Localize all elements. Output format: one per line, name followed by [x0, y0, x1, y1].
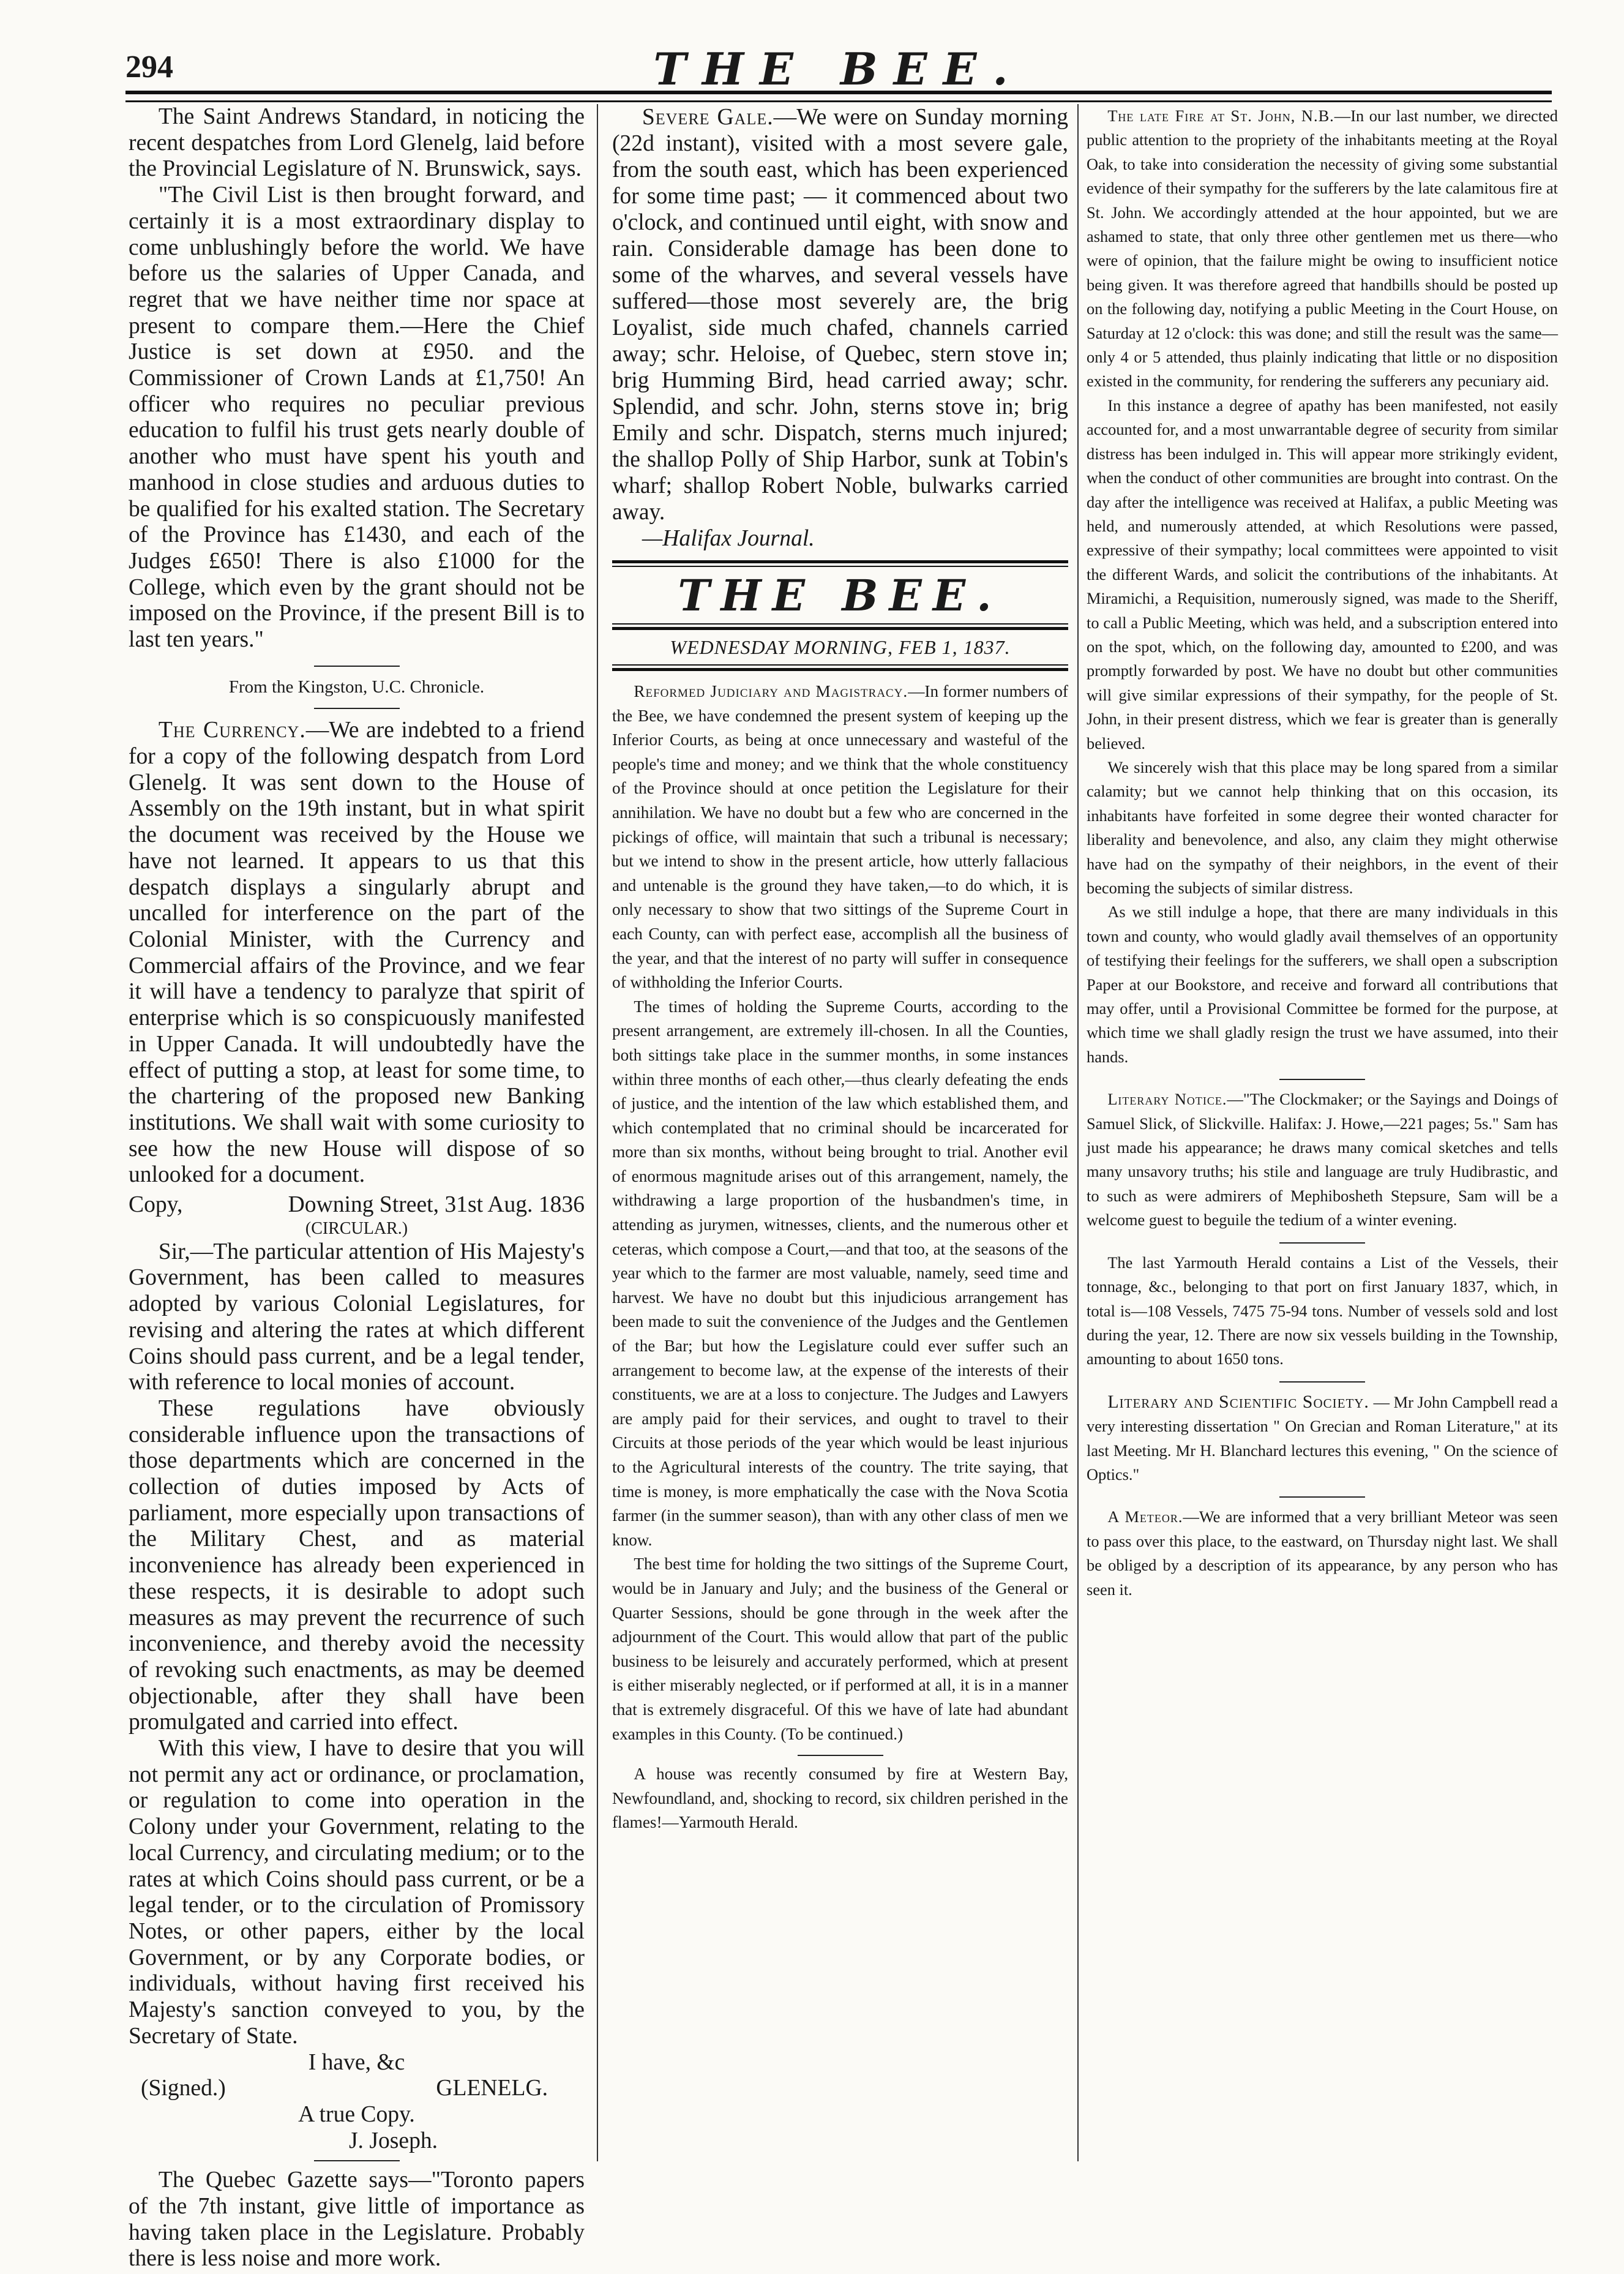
separator [1279, 1381, 1365, 1383]
fire-p4: As we still indulge a hope, that there are many individuals in this town and county, who would gladly avail themselves of an opportunity of testifying their feelings for the sufferers, we shall open a subscription Paper at our Bookstore, and receive and forward all contributions that may offer, until a Provisional Committee be formed for the purpose, at which time we shall gladly resign the trust we have assumed, into their hands. [1087, 902, 1558, 1066]
separator [798, 1755, 883, 1756]
gale-heading: Severe Gale. [642, 105, 774, 130]
signed-label: (Signed.) [141, 2076, 226, 2101]
society-heading: Literary and Scientific Society. [1107, 1391, 1369, 1412]
fire-p3: We sincerely wish that this place may be long spared from a similar calamity; but we cannot help thinking that on this occasion, its inhabitants have forfeited in some degree their wonted character for liberality and benevolence, and also, any claim they might otherwise have had on the sympathy of their neighbors, in the event of their becoming the subjects of similar distress. [1087, 757, 1558, 897]
copy-clerk: J. Joseph. [348, 2128, 438, 2153]
literary-body: —"The Clockmaker; or the Sayings and Doings of Samuel Slick, of Slickville. Halifax: J. Howe,—221 pages; 5s." Sam has just made his appearance; he draws many comical sketches and tells many unsavory truths; his stile and language are truly Hudibrastic, and to such as were admirers of Mephibosheth Stepsure, Sam will be a welcome guest to beguile the tedium of a winter evening. [1087, 1090, 1558, 1229]
column-2 [612, 104, 1068, 2155]
judiciary-body-1: —In former numbers of the Bee, we have condemned the present system of keeping up the Inferior Courts, as being at once unnecessary and wasteful of the people's time and money; and we think that the whole constituency of the Province should at once petition the Legislature for their annihilation. We have no doubt but a few who are concerned in the pickings of office, will maintain that such a tribunal is necessary; but we intend to show in the present article, how utterly fallacious and untenable is the ground they have taken,—to do which, it is only necessary to show that two sittings of the Supreme Court in each County, can with perfect ease, accomplish all the business of the year, and that the interest of no party will suffer in consequence of withholding the Inferior Courts. [612, 682, 1068, 992]
paper-title: THE BEE. [653, 43, 1024, 95]
source-line: From the Kingston, U.C. Chronicle. [228, 677, 485, 697]
fire-body-1: —In our last number, we directed public attention to the propriety of the inhabitants meeting at the Royal Oak, to take into consideration the necessity of giving some substantial evidence of their sympathy for the sufferers by the late calamitous fire at St. John. We accordingly attended at the hour appointed, but we are ashamed to state, that only three other gentlemen met us there—who were of opinion, that the failure might be owing to insufficient notice being given. It was therefore agreed that handbills should be posted up on the following day, notifying a public Meeting in the Court House, on Saturday at 12 o'clock: this was done; and still the result was the same—only 4 or 5 attended, thus plainly indicating that little or no disposition existed in the community, for rendering the sufferers any pecuniary aid. [1087, 107, 1558, 391]
separator [1279, 1496, 1365, 1498]
standard-paragraph: The Saint Andrews Standard, in noticing the recent despatches from Lord Glenelg, laid before the Provincial Legislature of N. Brunswick, says. [129, 104, 585, 182]
copy-header [129, 1192, 585, 1218]
fire-heading: The late Fire at St. John, N.B. [1107, 107, 1334, 125]
currency-heading: The Currency. [158, 718, 306, 743]
despatch-sir: Sir,—The particular attention of His Majesty's Government, has been called to measures adopted by various Colonial Legislatures, for revising and altering the rates at which different Coins should pass current, and be a legal tender, with reference to local monies of account. [129, 1239, 585, 1395]
yarmouth-paragraph: The last Yarmouth Herald contains a List of the Vessels, their tonnage, &c., belonging to that port on first January 1837, which, in total is—108 Vessels, 7475 75-94 tons. Number of vessels sold and lost during the year, 12. There are now six vessels building in the Township, amounting to about 1650 tons. [1087, 1253, 1558, 1368]
gale-article [612, 104, 1068, 525]
copy-label: Copy, [129, 1192, 183, 1218]
page-number: 294 [125, 50, 173, 84]
meteor-body: —We are informed that a very brilliant Meteor was seen to pass over this place, to the eastward, on Thursday night last. We shall be obliged by a description of its appearance, by any person who has seen it. [1087, 1507, 1558, 1599]
judiciary-heading: Reformed Judiciary and Magistracy. [634, 682, 908, 700]
despatch-these: These regulations have obviously considerable influence upon the transactions of those departments which are concerned in the collection of duties imposed by Acts of parliament, more especially upon transactions of the Military Chest, and as material inconvenience has already been experienced in these respects, it is desirable to adopt such measures as may prevent the recurrence of such inconvenience, and thereby avoid the necessity of revoking such enactments, as may be deemed objectionable, after they shall have been promulgated and carried into effect. [129, 1395, 585, 1735]
separator [314, 708, 400, 709]
copy-address: Downing Street, 31st Aug. 1836 [288, 1192, 585, 1218]
currency-body: —We are indebted to a friend for a copy of the following despatch from Lord Glenelg. It was sent down to the House of Assembly on the 19th instant, but in what spirit the document was received by the House we have not learned. It appears to us that this despatch displays a singularly abrupt and uncalled for interference on the part of the Colonial Minister, with the Currency and Commercial affairs of the Province, and we fear it will have a tendency to paralyze that spirit of enterprise which is so conspicuously manifested in Upper Canada. It will undoubtedly have the effect of putting a stop, at least for some time, to the chartering of the proposed new Banking institutions. We shall wait with some curiosity to see how the new House will dispose of so unlooked for a document. [129, 718, 585, 1188]
despatch-with: With this view, I have to desire that you will not permit any act or ordinance, or proclamation, or regulation to come into operation in the Colony under your Government, relating to the local Currency, and circulating medium; or to the rates at which Coins should pass current, or be a legal tender, or to the circulation of Promissory Notes, or other papers, either by the local Government, or by any Corporate bodies, or individuals, without having first received his Majesty's sanction conveyed to you, by the Secretary of State. [129, 1736, 585, 2049]
separator [1279, 1079, 1365, 1080]
column-3 [1087, 104, 1558, 2174]
literary-notice [1087, 1087, 1558, 1232]
separator [314, 666, 400, 667]
gale-body: —We were on Sunday morning (22d instant), visited with a most severe gale, from the south east, which has been experienced for some time past; — it commenced about two o'clock, and continued until eight, with snow and rain. Considerable damage has been done to some of the wharves, and several vessels have suffered—those most severely are, the brig Loyalist, side much chafed, channels carried away; schr. Heloise, of Quebec, stern stove in; brig Humming Bird, head carried away; schr. Splendid, and schr. John, sterns stove in; brig Emily and schr. Dispatch, sterns much injured; the shallop Polly of Ship Harbor, sunk at Tobin's wharf; shallop Robert Noble, bulwarks carried away. [612, 105, 1068, 525]
meteor-paragraph [1087, 1505, 1558, 1602]
separator [314, 2160, 400, 2161]
currency-article [129, 718, 585, 1188]
circular-label: (CIRCULAR.) [305, 1218, 408, 1238]
house-fire-paragraph: A house was recently consumed by fire at Western Bay, Newfoundland, and, shocking to record, six children perished in the flames!—Yarmouth Herald. [612, 1765, 1068, 1832]
inner-title-rule-mid [612, 623, 1068, 630]
judiciary-p3: The best time for holding the two sittings of the Supreme Court, would be in January and July; and the business of the General or Quarter Sessions, should be gone through in the week after the adjournment of the Court. This would allow that part of the public business to be leisurely and accurately performed, which at present is either miserably neglected, or if performed at all, it is in a manner that is extremely disgraceful. Of this we have of late had abundant examples in this County. (To be continued.) [612, 1555, 1068, 1743]
dateline-rule [612, 664, 1068, 671]
fire-p2: In this instance a degree of apathy has been manifested, not easily accounted for, and a most unwarrantable degree of security from similar distress has been indulged in. This will appear more strikingly evident, when the conduct of other communities are brought into contrast. On the day after the intelligence was received at Halifax, a public Meeting was held, and numerously attended, at which Resolutions were passed, expressive of their sympathy; local committees were appointed to visit the different Wards, and solicit the contributions of the inhabitants. At Miramichi, a Requisition, numerously signed, was made to the Sheriff, to call a Public Meeting, which was held, and a subscription entered into on the spot, which, on the following day, amounted to £200, and was promptly forwarded by post. We have no doubt but other communities will give similar expressions of their sympathy, for the people of St. John, in their present distress, which we fear is greater than is generally believed. [1087, 396, 1558, 752]
judiciary-p1 [612, 680, 1068, 995]
column-divider-1 [597, 104, 598, 2161]
column-1 [129, 104, 585, 2272]
quebec-gazette-paragraph: The Quebec Gazette says—"Toronto papers of the 7th instant, give little of importance as having taken place in the Legislature. Probably there is less noise and more work. [129, 2167, 585, 2272]
judiciary-p2: The times of holding the Supreme Courts, according to the present arrangement, are extremely ill-chosen. In all the Counties, both sittings take place in the summer months, in some instances within three months of each other,—thus clearly defeating the ends of justice, and the intention of the law which established them, and which contemplated that no criminal should be incarcerated for more than six months, without being brought to trial. Another evil of enormous magnitude arises out of this arrangement, namely, the withdrawing a large proportion of the husbandmen's time, in attending as jurymen, witnesses, clients, and the numerous other et ceteras, which compose a Court,—and that too, at the seasons of the year which to the farmer are most valuable, namely, seed time and harvest. We have no doubt but this injudicious arrangement has been made to suit the convenience of the Judges and the Gentlemen of the Bar; but how the Legislature could ever suffer such an arrangement to become law, at the expense of the interests of their constituents, we are at a loss to conjecture. The Judges and Lawyers are amply paid for their services, and ought to travel to their Circuits at those periods of the year which would be least injurious to the Agricultural interests of the country. The trite saying, that time is money, is more emphatically the case with the Nova Scotia farmer (in the summer season), than with any other class of men we know. [612, 997, 1068, 1549]
signatory-name: GLENELG. [436, 2076, 548, 2101]
literary-heading: Literary Notice. [1107, 1090, 1227, 1109]
society-body: — Mr John Campbell read a very interesting dissertation " On Grecian and Roman Literature," at its last Meeting. Mr H. Blanchard lectures this evening, " On the science of Optics." [1087, 1392, 1558, 1484]
masthead-rule [125, 91, 1552, 102]
inner-title-rule-top [612, 560, 1068, 567]
signature-line [129, 2076, 585, 2102]
true-copy: A true Copy. [298, 2101, 415, 2127]
column-divider-2 [1077, 104, 1079, 2161]
dateline: WEDNESDAY MORNING, FEB 1, 1837. [670, 636, 1011, 658]
society-paragraph [1087, 1390, 1558, 1487]
civil-list-quote: "The Civil List is then brought forward, and certainly it is a most extraordinary display to come unblushingly before the world. We have before us the salaries of Upper Canada, and regret that we have neither time nor space at present to compare them.—Here the Chief Justice is set down at £950. and the Commissioner of Crown Lands at £1,750! An officer who requires no peculiar previous education to fulfil his trust gets nearly double of another who must have spent his youth and manhood in close studies and arduous duties to be qualified for his exalted station. The Secretary of the Province has £1430, and each of the Judges £650! There is also £1000 for the College, which even by the grant should not be imposed on the Province, if the present Bill is to last ten years." [129, 182, 585, 653]
fire-p1 [1087, 104, 1558, 394]
gale-source: —Halifax Journal. [642, 526, 815, 551]
separator [1279, 1242, 1365, 1244]
despatch-closing: I have, &c [308, 2049, 405, 2075]
inner-title: THE BEE. [678, 570, 1003, 621]
meteor-heading: A Meteor. [1107, 1507, 1183, 1526]
